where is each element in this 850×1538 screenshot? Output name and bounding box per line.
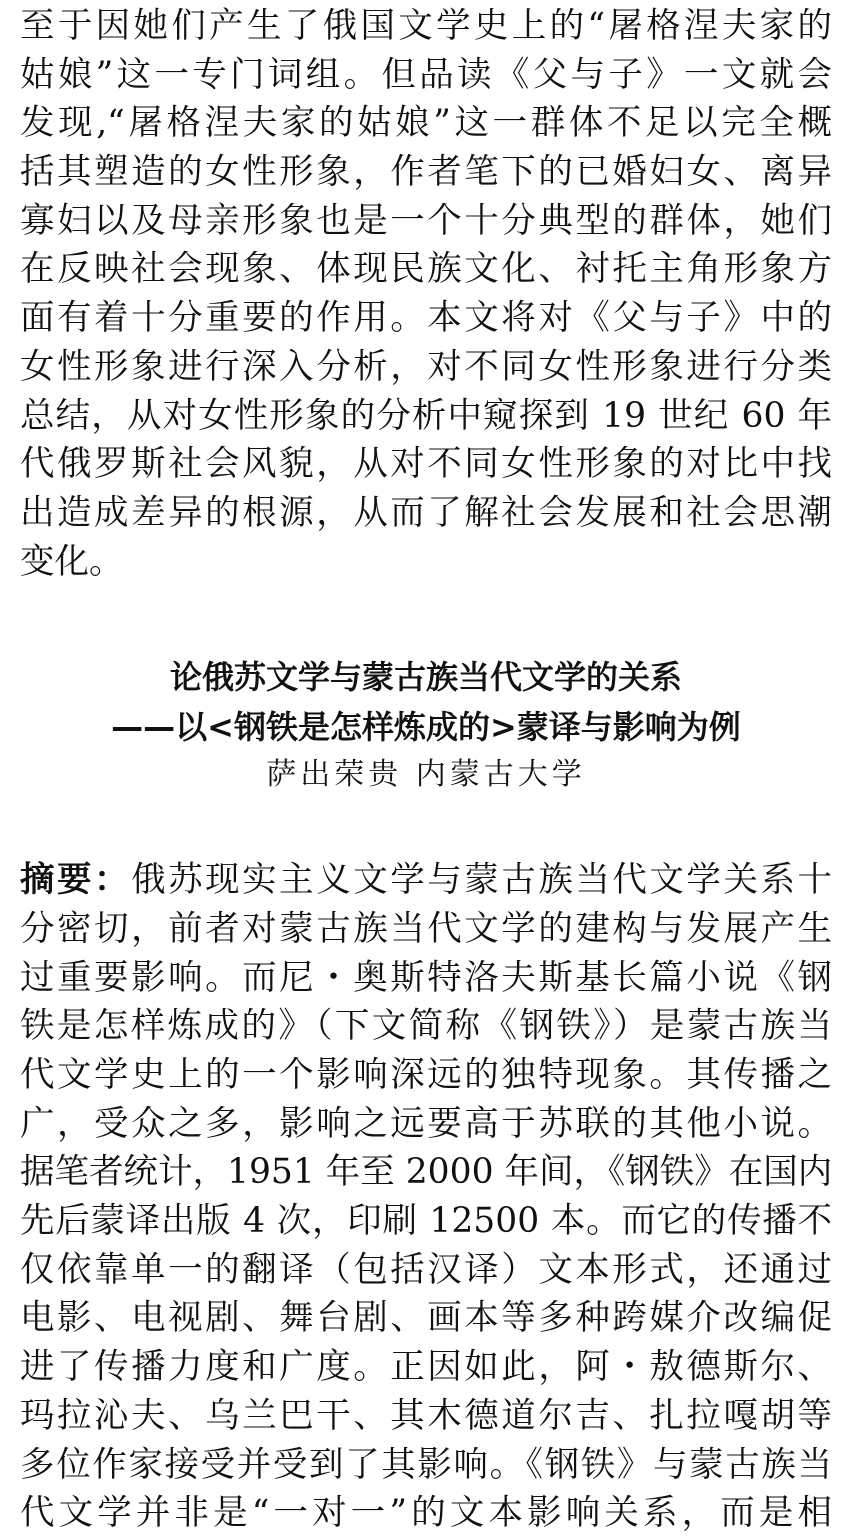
- abstract-line: 俄苏现实主义文学与蒙古族当代文学关系十: [131, 860, 833, 901]
- article-title: 论俄苏文学与蒙古族当代文学的关系: [169, 658, 682, 697]
- abstract-line: 电影、电视剧、舞台剧、画本等多种跨媒介改编促: [20, 1298, 832, 1339]
- intro-line: 代俄罗斯社会风貌，从对不同女性形象的对比中找: [20, 444, 832, 485]
- abstract-line: 代文学并非是“一对一”的文本影响关系，而是相: [20, 1493, 832, 1534]
- intro-line: 姑娘”这一专门词组。但品读《父与子》一文就会: [20, 54, 832, 95]
- abstract-line: 进了传播力度和广度。正因如此，阿・敖德斯尔、: [20, 1347, 832, 1388]
- abstract-line: 多位作家接受并受到了其影响。《钢铁》与蒙古族当: [20, 1444, 832, 1485]
- intro-line: 面有着十分重要的作用。本文将对《父与子》中的: [20, 298, 832, 339]
- intro-line: 总结，从对女性形象的分析中窥探到 19 世纪 60 年: [20, 395, 832, 436]
- intro-line: 寡妇以及母亲形象也是一个十分典型的群体，她们: [20, 200, 832, 241]
- intro-line: 变化。: [20, 541, 124, 582]
- abstract-line: 先后蒙译出版 4 次，印刷 12500 本。而它的传播不: [20, 1201, 832, 1242]
- intro-line: 女性形象进行深入分析，对不同女性形象进行分类: [20, 346, 832, 387]
- abstract-label: 摘要：: [20, 860, 132, 901]
- document-page: [20, 2, 832, 1538]
- abstract-line: 据笔者统计，1951 年至 2000 年间，《钢铁》在国内: [20, 1152, 833, 1193]
- abstract-line: 铁是怎样炼成的》（下文简称《钢铁》）是蒙古族当: [20, 1006, 832, 1047]
- intro-line: 出造成差异的根源，从而了解社会发展和社会思潮: [20, 492, 832, 533]
- article-subtitle: ——以<钢铁是怎样炼成的>蒙译与影响为例: [111, 708, 741, 747]
- intro-line: 发现,“屠格涅夫家的姑娘”这一群体不足以完全概: [20, 103, 832, 144]
- abstract-line: 过重要影响。而尼・奥斯特洛夫斯基长篇小说《钢: [20, 957, 832, 998]
- intro-paragraph: [20, 2, 832, 586]
- article-header: [20, 652, 832, 798]
- abstract-line: 代文学史上的一个影响深远的独特现象。其传播之: [20, 1055, 832, 1095]
- abstract-line: 仅依靠单一的翻译（包括汉译）文本形式，还通过: [20, 1249, 832, 1290]
- article-author: 萨出荣贵 内蒙古大学: [266, 757, 586, 793]
- abstract-line: 玛拉沁夫、乌兰巴干、其木德道尔吉、扎拉嘎胡等: [20, 1395, 832, 1436]
- abstract-line: 分密切，前者对蒙古族当代文学的建构与发展产生: [20, 908, 832, 949]
- abstract-paragraph: [20, 856, 832, 1538]
- abstract-line: 广，受众之多，影响之远要高于苏联的其他小说。: [20, 1103, 832, 1144]
- intro-line: 括其塑造的女性形象，作者笔下的已婚妇女、离异: [20, 152, 832, 193]
- abstract-first-line: [20, 856, 832, 905]
- intro-line: 至于因她们产生了俄国文学史上的“屠格涅夫家的: [20, 6, 832, 46]
- intro-line: 在反映社会现象、体现民族文化、衬托主角形象方: [20, 249, 832, 290]
